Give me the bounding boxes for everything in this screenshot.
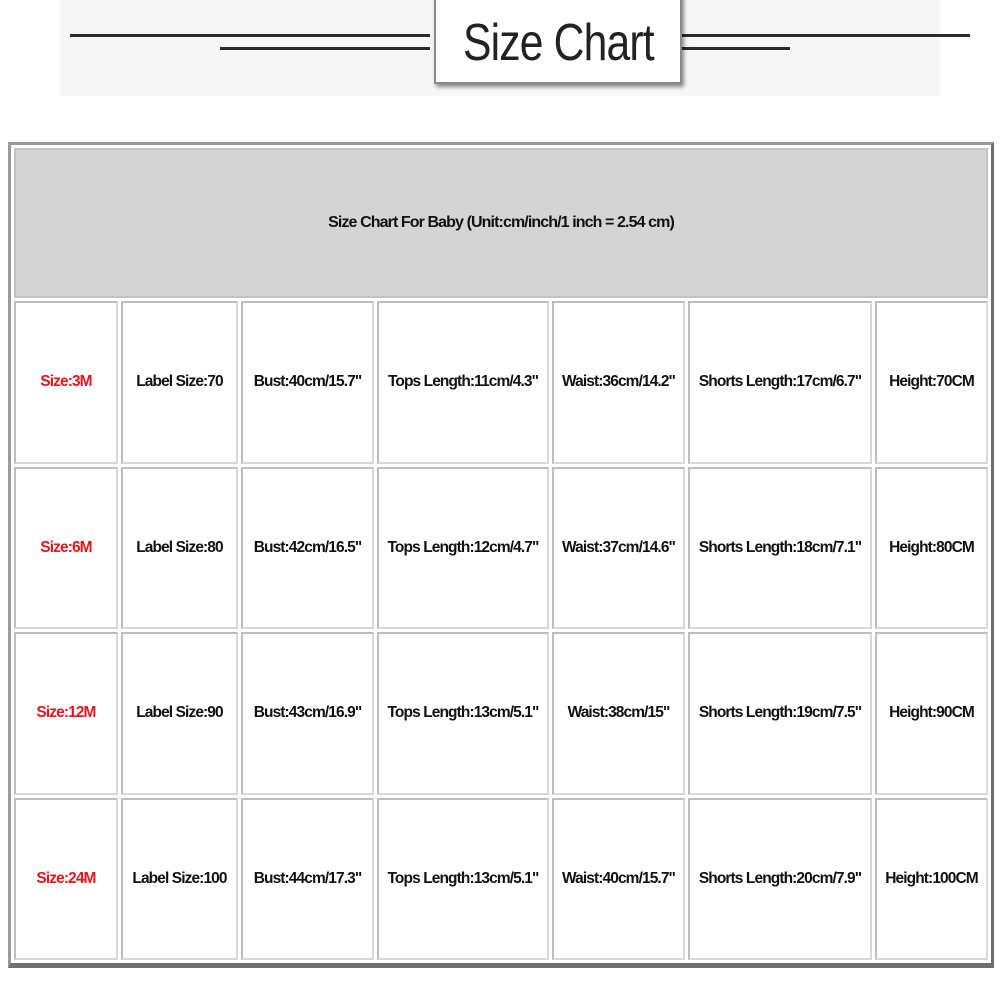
page-title: Size Chart <box>462 14 654 72</box>
shorts-length-cell: Shorts Length:20cm/7.9" <box>688 798 872 961</box>
waist-cell: Waist:40cm/15.7" <box>552 798 685 961</box>
tops-length-cell: Tops Length:13cm/5.1" <box>377 632 549 795</box>
waist-cell: Waist:38cm/15" <box>552 632 685 795</box>
bust-cell: Bust:42cm/16.5" <box>241 467 374 630</box>
height-cell: Height:70CM <box>875 301 988 464</box>
table-caption: Size Chart For Baby (Unit:cm/inch/1 inch = 2.54 cm) <box>14 148 988 298</box>
height-cell: Height:90CM <box>875 632 988 795</box>
height-cell: Height:100CM <box>875 798 988 961</box>
decorative-rule-left <box>70 34 430 37</box>
tops-length-cell: Tops Length:11cm/4.3" <box>377 301 549 464</box>
table-row <box>14 632 988 795</box>
title-banner <box>60 0 940 96</box>
shorts-length-cell: Shorts Length:18cm/7.1" <box>688 467 872 630</box>
label-size-cell: Label Size:70 <box>121 301 238 464</box>
table-row <box>14 798 988 961</box>
height-cell: Height:80CM <box>875 467 988 630</box>
size-cell: Size:12M <box>14 632 118 795</box>
size-chart-table-frame <box>8 142 994 968</box>
size-chart-table <box>11 145 991 963</box>
title-box <box>434 0 682 84</box>
shorts-length-cell: Shorts Length:19cm/7.5" <box>688 632 872 795</box>
bust-cell: Bust:40cm/15.7" <box>241 301 374 464</box>
tops-length-cell: Tops Length:12cm/4.7" <box>377 467 549 630</box>
bust-cell: Bust:43cm/16.9" <box>241 632 374 795</box>
table-row <box>14 301 988 464</box>
shorts-length-cell: Shorts Length:17cm/6.7" <box>688 301 872 464</box>
bust-cell: Bust:44cm/17.3" <box>241 798 374 961</box>
label-size-cell: Label Size:90 <box>121 632 238 795</box>
decorative-rule-left-short <box>220 47 430 50</box>
size-cell: Size:24M <box>14 798 118 961</box>
size-cell: Size:6M <box>14 467 118 630</box>
waist-cell: Waist:36cm/14.2" <box>552 301 685 464</box>
table-row <box>14 467 988 630</box>
size-cell: Size:3M <box>14 301 118 464</box>
tops-length-cell: Tops Length:13cm/5.1" <box>377 798 549 961</box>
label-size-cell: Label Size:80 <box>121 467 238 630</box>
waist-cell: Waist:37cm/14.6" <box>552 467 685 630</box>
label-size-cell: Label Size:100 <box>121 798 238 961</box>
